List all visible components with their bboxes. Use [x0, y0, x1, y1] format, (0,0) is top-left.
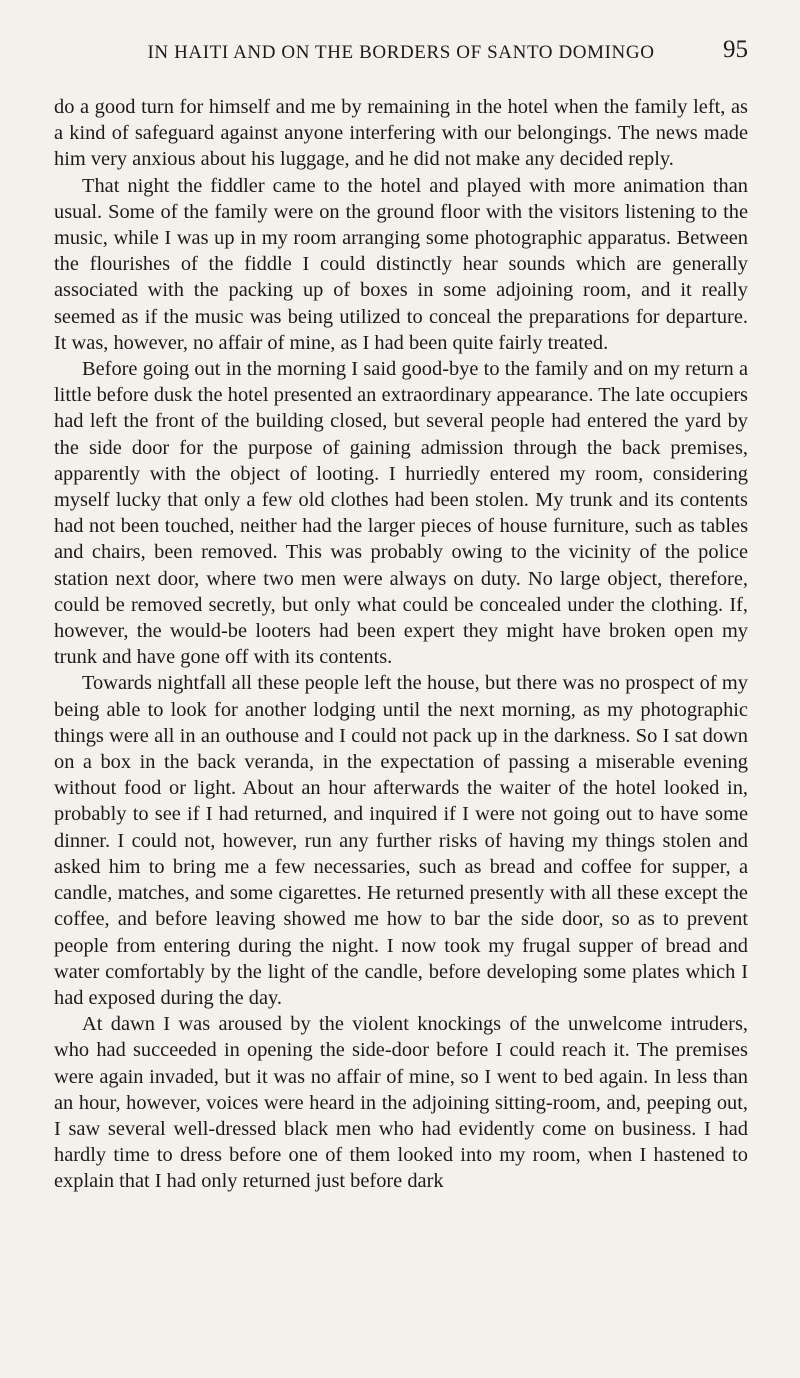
page-number: 95 — [723, 36, 748, 63]
paragraph-nightfall: Towards nightfall all these people left the house, but there was no prospect of my being able to look for another lodging until the next morning, as my photographic things were all in an outhouse and I could not pack up in the darkness. So I sat down on a box in the back veranda, in the expectation of passing a miserable evening without food or light. About an hour afterwards the waiter of the hotel looked in, probably to see if I had returned, and inquired if I were not going out to have some dinner. I could not, however, run any further risks of having my things stolen and asked him to bring me a few necessaries, such as bread and coffee for supper, a candle, matches, and some cigarettes. He returned presently with all these except the coffee, and before leaving showed me how to bar the side door, so as to prevent people from entering during the night. I now took my frugal supper of bread and water comfortably by the light of the candle, before developing some plates which I had exposed during the day. — [54, 672, 748, 1009]
paragraph-looting: Before going out in the morning I said good-bye to the family and on my return a little before dusk the hotel presented an extraordinary appearance. The late occupiers had left the front of the building closed, but several people had entered the yard by the side door for the purpose of gaining admission through the back premises, apparently with the object of looting. I hurriedly entered my room, considering myself lucky that only a few old clothes had been stolen. My trunk and its contents had not been touched, neither had the larger pieces of house furniture, such as tables and chairs, been removed. This was probably owing to the vicinity of the police station next door, where two men were always on duty. No large object, therefore, could be removed secretly, but only what could be concealed under the clothing. If, however, the would-be looters had been expert they might have broken open my trunk and have gone off with its contents. — [54, 358, 748, 669]
running-head: IN HAITI AND ON THE BORDERS OF SANTO DOMINGO — [147, 42, 655, 63]
paragraph-dawn: At dawn I was aroused by the violent knockings of the unwelcome intruders, who had succeeded in opening the side-door before I could reach it. The premises were again invaded, but it was no affair of mine, so I went to bed again. In less than an hour, however, voices were heard in the adjoining sitting-room, and, peeping out, I saw several well-dressed black men who had evidently come on business. I had hardly time to dress before one of them looked into my room, when I hastened to explain that I had only returned just before dark — [54, 1013, 748, 1193]
page-body — [54, 94, 748, 1195]
paragraph-continued: do a good turn for himself and me by remaining in the hotel when the family left, as a kind of safeguard against anyone interfering with our belongings. The news made him very anxious about his luggage, and he did not make any decided reply. — [54, 96, 748, 171]
page-header — [54, 28, 748, 68]
paragraph-fiddler: That night the fiddler came to the hotel and played with more animation than usual. Some of the family were on the ground floor with the visitors listening to the music, while I was up in my room arranging some photographic apparatus. Between the flourishes of the fiddle I could distinctly hear sounds which are generally associated with the packing up of boxes in some adjoining room, and it really seemed as if the music was being utilized to conceal the preparations for departure. It was, however, no affair of mine, as I had been quite fairly treated. — [54, 174, 748, 354]
